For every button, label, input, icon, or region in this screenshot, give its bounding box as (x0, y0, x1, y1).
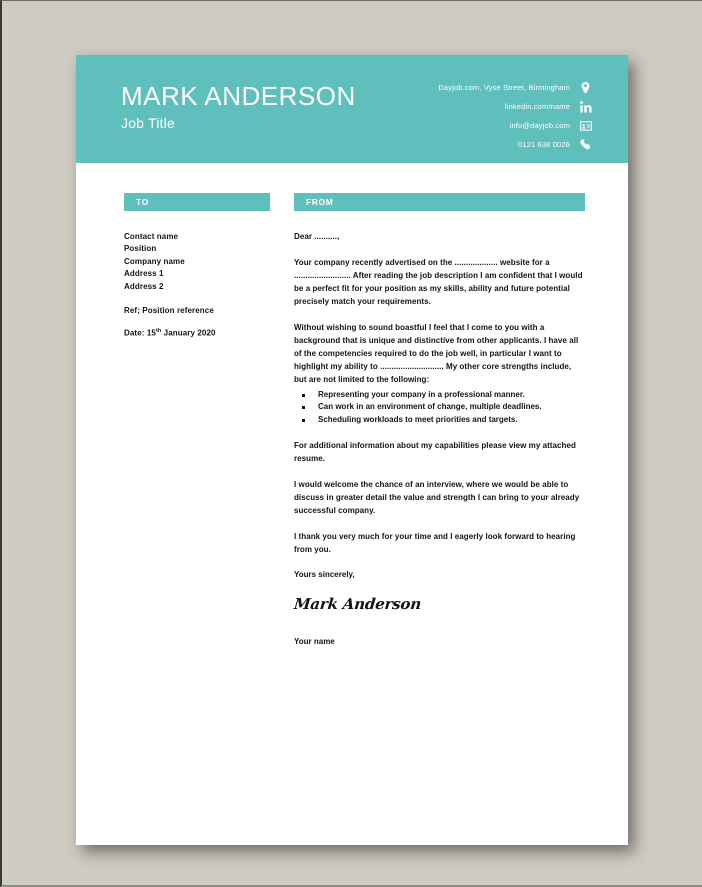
paragraph-4: I would welcome the chance of an interview, where we would be able to discuss in greater detail the value and strength I can bring to your already successful company. (294, 480, 580, 516)
applicant-job-title: Job Title (121, 115, 175, 132)
contact-email-text: info@dayjob.com (509, 121, 570, 130)
recipient-company-name: Company name (124, 256, 185, 266)
date-prefix: Date: 15 (124, 328, 156, 338)
recipient-contact-name: Contact name (124, 232, 179, 241)
list-item (294, 401, 586, 414)
date-rest: January 2020 (161, 328, 216, 338)
to-label: TO (136, 197, 149, 207)
contact-row-address (438, 81, 592, 94)
from-label: FROM (306, 197, 334, 207)
contact-phone-text: 0121 638 0026 (518, 140, 570, 149)
section-bars (76, 193, 628, 215)
letter-date (124, 328, 284, 338)
to-section-bar (124, 193, 270, 211)
signature: Mark Anderson (293, 595, 423, 614)
from-section-bar (294, 193, 585, 211)
date-ordinal-suffix: th (155, 327, 162, 334)
list-item (294, 414, 586, 427)
contact-row-email (438, 119, 592, 132)
list-item-text: Scheduling workloads to meet priorities and targets. (318, 415, 518, 425)
recipient-address-2: Address 2 (124, 281, 164, 291)
recipient-position: Position (124, 244, 157, 254)
letter-header (76, 55, 628, 163)
signoff: Yours sincerely, (294, 570, 355, 580)
letter-page (76, 55, 628, 845)
contact-row-phone (438, 138, 592, 151)
phone-icon (579, 138, 592, 151)
header-identity (121, 83, 356, 131)
recipient-block (124, 231, 284, 338)
location-pin-icon (579, 81, 592, 94)
email-card-icon (579, 119, 592, 132)
bullet-square-icon (302, 394, 305, 397)
salutation: Dear .........., (294, 232, 340, 241)
list-item (294, 389, 586, 402)
list-item-text: Representing your company in a professional manner. (318, 389, 525, 399)
linkedin-icon (579, 100, 592, 113)
contact-details (438, 81, 592, 151)
strengths-list (294, 389, 586, 428)
your-name-placeholder: Your name (294, 637, 335, 647)
letter-body (76, 193, 628, 647)
paragraph-3: For additional information about my capabilities please view my attached resume. (294, 441, 576, 464)
contact-row-linkedin (438, 100, 592, 113)
applicant-name: MARK ANDERSON (121, 81, 356, 111)
bullet-square-icon (302, 419, 305, 422)
paragraph-1: Your company recently advertised on the ................... website for a ......................... After reading the job description I am confident that I would be a perfect fit for your position as my skills, ability and future potential precisely match your requirements. (294, 257, 583, 306)
list-item-text: Can work in an environment of change, multiple deadlines. (318, 402, 542, 412)
paragraph-2: Without wishing to sound boastful I feel that I come to you with a background that is unique and distinctive from other applicants. I have all of the competencies required to do the job well, in particular I want to highlight my ability to ............................ My other core strengths include, but are not limited to the following: (294, 322, 579, 384)
contact-linkedin-text: linkedin.com/name (504, 102, 570, 111)
contact-address-text: Dayjob.com, Vyse Street, Birmingham (438, 83, 570, 92)
recipient-address-1: Address 1 (124, 269, 164, 279)
position-reference: Ref; Position reference (124, 305, 214, 315)
bullet-square-icon (302, 406, 305, 409)
letter-content (294, 231, 586, 646)
paragraph-5: I thank you very much for your time and I eagerly look forward to hearing from you. (294, 532, 576, 555)
